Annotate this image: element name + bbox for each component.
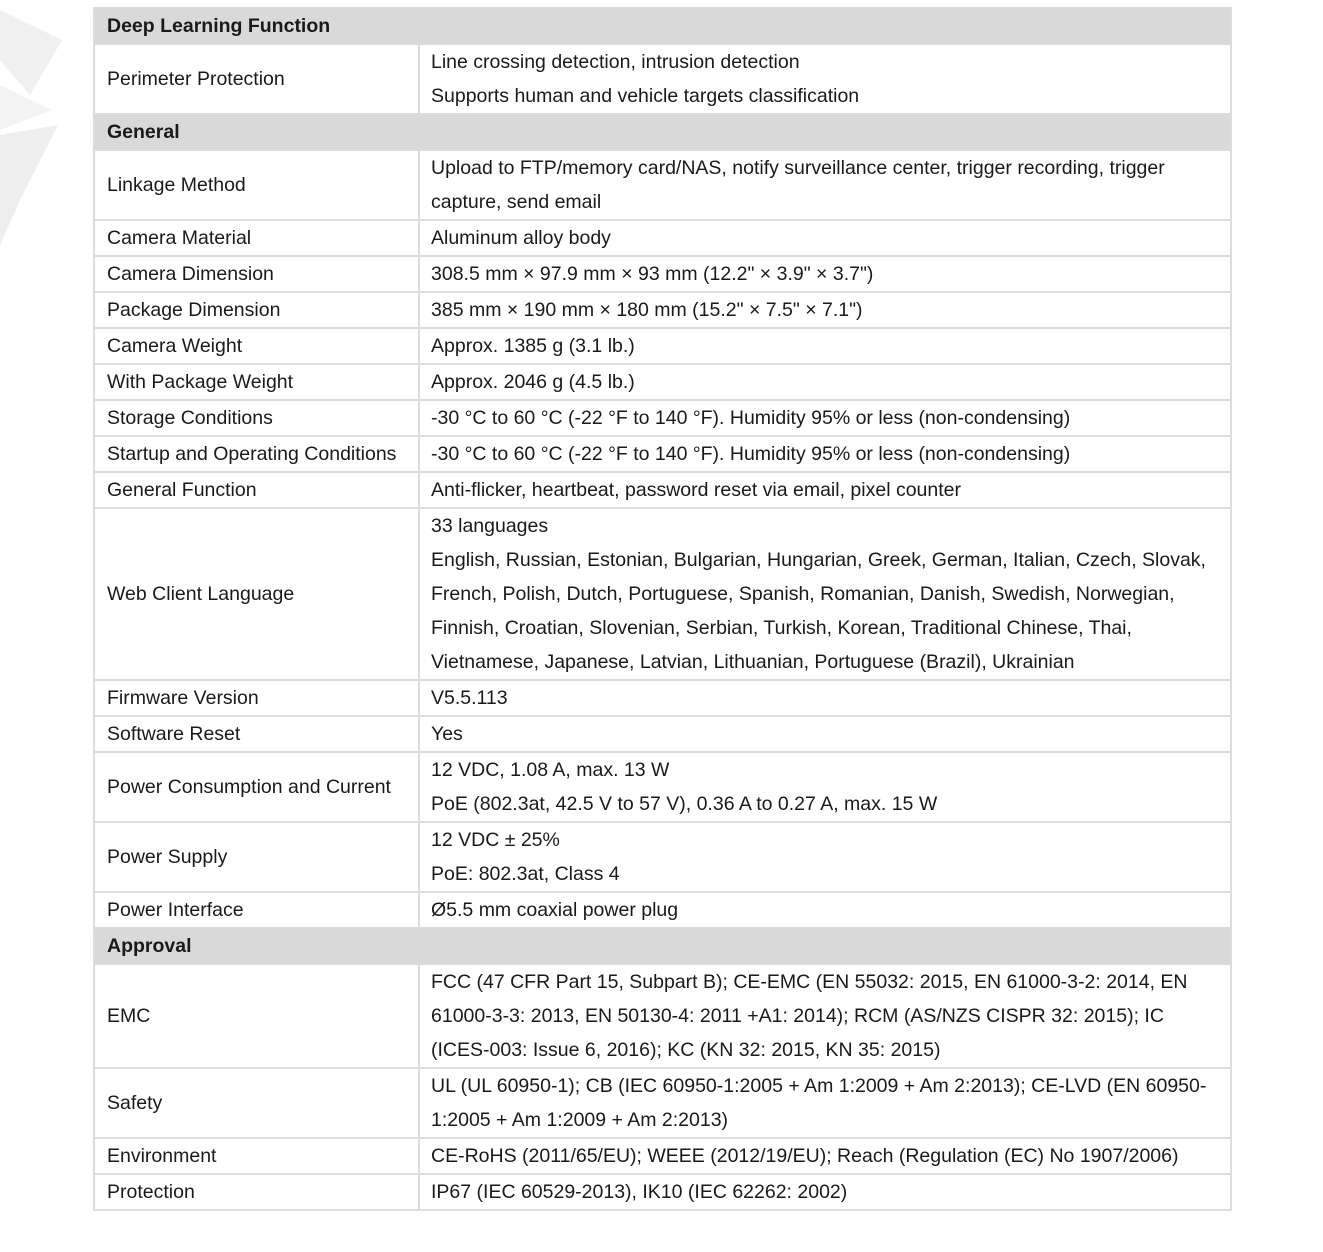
spec-row [94, 964, 1231, 1068]
spec-value [419, 150, 1231, 220]
spec-label: Software Reset [94, 716, 419, 752]
section-header-row [94, 114, 1231, 150]
spec-value [419, 292, 1231, 328]
spec-value [419, 328, 1231, 364]
spec-row [94, 680, 1231, 716]
spec-value [419, 1068, 1231, 1138]
spec-value [419, 436, 1231, 472]
spec-row [94, 752, 1231, 822]
spec-value-line: Yes [431, 723, 463, 745]
spec-label: Power Supply [94, 822, 419, 892]
spec-row [94, 44, 1231, 114]
spec-row [94, 1138, 1231, 1174]
spec-value [419, 964, 1231, 1068]
spec-value [419, 716, 1231, 752]
spec-label: Power Consumption and Current [94, 752, 419, 822]
spec-row [94, 1174, 1231, 1210]
spec-row [94, 1068, 1231, 1138]
spec-value-line: PoE (802.3at, 42.5 V to 57 V), 0.36 A to 0.27 A, max. 15 W [431, 793, 938, 815]
spec-label: Storage Conditions [94, 400, 419, 436]
spec-value-line: 33 languages [431, 515, 549, 537]
spec-label: Linkage Method [94, 150, 419, 220]
spec-row [94, 292, 1231, 328]
spec-value-line: Anti-flicker, heartbeat, password reset via email, pixel counter [431, 479, 961, 501]
spec-label: EMC [94, 964, 419, 1068]
spec-value [419, 822, 1231, 892]
spec-row [94, 716, 1231, 752]
spec-value [419, 1174, 1231, 1210]
spec-label: Firmware Version [94, 680, 419, 716]
spec-value-line: 12 VDC, 1.08 A, max. 13 W [431, 759, 670, 781]
spec-value-line: 385 mm × 190 mm × 180 mm (15.2" × 7.5" × 7.1") [431, 299, 863, 321]
spec-label: Protection [94, 1174, 419, 1210]
spec-value [419, 220, 1231, 256]
spec-row [94, 508, 1231, 680]
spec-label: Camera Dimension [94, 256, 419, 292]
spec-value-line: -30 °C to 60 °C (-22 °F to 140 °F). Humidity 95% or less (non-condensing) [431, 407, 1071, 429]
spec-value [419, 680, 1231, 716]
spec-label: Package Dimension [94, 292, 419, 328]
spec-value-line: IP67 (IEC 60529-2013), IK10 (IEC 62262: 2002) [431, 1181, 848, 1203]
spec-value [419, 892, 1231, 928]
spec-row [94, 256, 1231, 292]
spec-label: Safety [94, 1068, 419, 1138]
spec-value-line: CE-RoHS (2011/65/EU); WEEE (2012/19/EU); Reach (Regulation (EC) No 1907/2006) [431, 1145, 1179, 1167]
spec-value-line: FCC (47 CFR Part 15, Subpart B); CE-EMC (EN 55032: 2015, EN 61000-3-2: 2014, EN 61000-3-3: 2013, EN 50130-4: 2011 +A1: 2014); RCM (AS/NZS CISPR 32: 2015); IC (ICES-003: Issue 6, 2016); KC (KN 32: 2015, KN 35: 2015) [431, 971, 1188, 1061]
spec-value [419, 44, 1231, 114]
spec-label: Camera Weight [94, 328, 419, 364]
spec-row [94, 822, 1231, 892]
spec-value [419, 472, 1231, 508]
spec-value-line: Line crossing detection, intrusion detection [431, 51, 800, 73]
spec-table [93, 7, 1232, 1211]
spec-value-line: Upload to FTP/memory card/NAS, notify surveillance center, trigger recording, trigger capture, send email [431, 157, 1165, 213]
spec-value-line: Approx. 2046 g (4.5 lb.) [431, 371, 635, 393]
spec-label: Startup and Operating Conditions [94, 436, 419, 472]
section-header-row [94, 928, 1231, 964]
spec-value-line: -30 °C to 60 °C (-22 °F to 140 °F). Humidity 95% or less (non-condensing) [431, 443, 1071, 465]
spec-row [94, 892, 1231, 928]
spec-value-line: 12 VDC ± 25% [431, 829, 560, 851]
spec-value-line: Approx. 1385 g (3.1 lb.) [431, 335, 635, 357]
spec-value [419, 400, 1231, 436]
spec-value-line: V5.5.113 [431, 687, 508, 709]
section-title: General [94, 114, 1231, 150]
section-header-row [94, 8, 1231, 44]
section-title: Approval [94, 928, 1231, 964]
spec-label: General Function [94, 472, 419, 508]
spec-row [94, 364, 1231, 400]
spec-row [94, 400, 1231, 436]
spec-value [419, 256, 1231, 292]
spec-value-line: Ø5.5 mm coaxial power plug [431, 899, 679, 921]
spec-label: With Package Weight [94, 364, 419, 400]
spec-value-line: 308.5 mm × 97.9 mm × 93 mm (12.2" × 3.9" × 3.7") [431, 263, 874, 285]
spec-value-line: Supports human and vehicle targets classification [431, 85, 860, 107]
spec-value [419, 508, 1231, 680]
section-title: Deep Learning Function [94, 8, 1231, 44]
spec-label: Web Client Language [94, 508, 419, 680]
spec-row [94, 328, 1231, 364]
spec-value-line: Aluminum alloy body [431, 227, 611, 249]
spec-value [419, 1138, 1231, 1174]
spec-value [419, 364, 1231, 400]
spec-label: Environment [94, 1138, 419, 1174]
spec-row [94, 150, 1231, 220]
spec-label: Camera Material [94, 220, 419, 256]
spec-value [419, 752, 1231, 822]
spec-value-line: English, Russian, Estonian, Bulgarian, Hungarian, Greek, German, Italian, Czech, Slovak, French, Polish, Dutch, Portuguese, Spanish, Romanian, Danish, Swedish, Norwegian, Finnish, Croatian, Slovenian, Serbian, Turkish, Korean, Traditional Chinese, Thai, Vietnamese, Japanese, Latvian, Lithuanian, Portuguese (Brazil), Ukrainian [431, 549, 1206, 673]
spec-label: Power Interface [94, 892, 419, 928]
spec-row [94, 472, 1231, 508]
spec-value-line: PoE: 802.3at, Class 4 [431, 863, 620, 885]
spec-row [94, 220, 1231, 256]
spec-row [94, 436, 1231, 472]
spec-value-line: UL (UL 60950-1); CB (IEC 60950-1:2005 + Am 1:2009 + Am 2:2013); CE-LVD (EN 60950-1:2005 + Am 1:2009 + Am 2:2013) [431, 1075, 1207, 1131]
spec-label: Perimeter Protection [94, 44, 419, 114]
